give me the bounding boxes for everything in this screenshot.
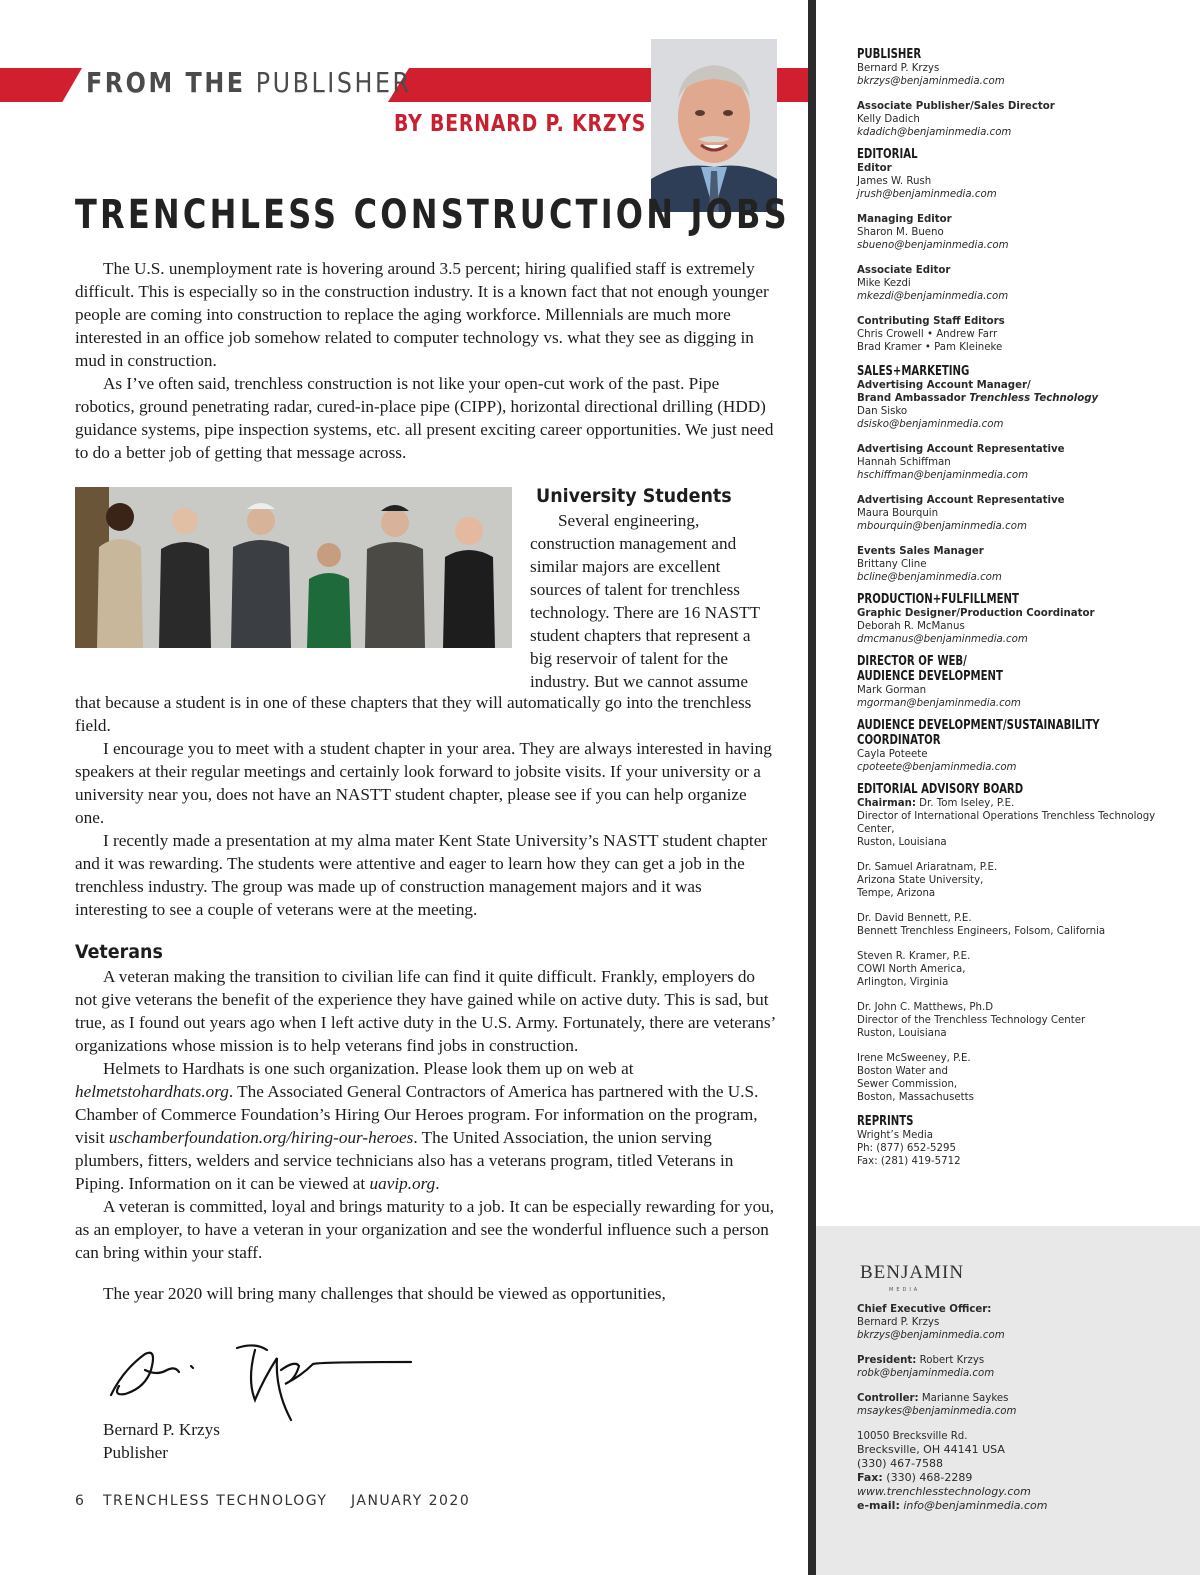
byline: BY BERNARD P. KRZYS: [394, 111, 647, 137]
wrap-line: Several engineering,: [558, 511, 700, 530]
header-band-left: [0, 68, 82, 102]
masthead-heading: PUBLISHER: [857, 47, 922, 62]
link-helmetstohardhats[interactable]: helmetstohardhats.org: [75, 1082, 229, 1101]
wrap-line: construction management and: [530, 534, 737, 553]
students-continuation: that because a student is in one of these chapters that they will automatically go into the trenchless field.: [75, 693, 752, 735]
intro-block: [75, 257, 778, 464]
signature-title: Publisher: [103, 1443, 168, 1462]
page-number: 6: [75, 1493, 86, 1509]
company-info: Chief Executive Officer: Bernard P. Krzys bkrzys@benjaminmedia.com President: Robert Krzys robk@benjaminmedia.com Controller: Marianne Saykes msaykes@benjaminmedia.com 10050 Brecksville Rd. Brecksville, OH 44141 USA (330) 467-7588 Fax: (330) 468-2289 www.trenchlesstechnology.com e-mail: info@benjaminmedia.com: [857, 1303, 1187, 1513]
veterans-paragraph-2: Helmets to Hardhats is one such organization. Please look them up on web at helmetstohardhats.org. The Associated General Contractors of America has partnered with the U.S. Chamber of Commerce Foundation’s Hiring Our Heroes program. For information on the program, visit uschamberfoundation.org/hiring-our-heroes. The United Association, the union serving plumbers, fitters, welders and service technicians also has a veterans program, titled Veterans in Piping. Information on it can be viewed at uavip.org.: [75, 1059, 759, 1193]
link-uavip[interactable]: uavip.org: [369, 1174, 436, 1193]
veterans-paragraph-3: A veteran is committed, loyal and brings maturity to a job. It can be especially rewarding for you, as an employer, to have a veteran in your organization and see the wonderful influence such a person can bring within your staff.: [75, 1197, 775, 1262]
students-block: [75, 691, 778, 921]
wrap-line: technology. There are 16 NASTT: [530, 603, 761, 622]
benjamin-logo: BENJAMIN: [860, 1262, 965, 1283]
sidebar-divider: [808, 0, 816, 1575]
wrap-line: industry. But we cannot assume: [530, 672, 748, 691]
veterans-block: [75, 965, 780, 1264]
masthead-heading: REPRINTS: [857, 1114, 914, 1129]
subhead-university-students: University Students: [536, 485, 732, 507]
publisher-signature: [105, 1340, 420, 1425]
footer-magazine: TRENCHLESS TECHNOLOGY: [103, 1493, 328, 1509]
wrap-line: student chapters that represent a: [530, 626, 751, 645]
masthead-heading: DIRECTOR OF WEB/: [857, 654, 967, 669]
students-wrapped-text: [530, 509, 760, 693]
masthead-heading: EDITORIAL ADVISORY BOARD: [857, 782, 1024, 797]
masthead-heading: COORDINATOR: [857, 733, 941, 748]
signature-name: Bernard P. Krzys: [103, 1420, 220, 1439]
masthead-heading: AUDIENCE DEVELOPMENT: [857, 669, 1003, 684]
masthead: PUBLISHER Bernard P. Krzys bkrzys@benjaminmedia.com Associate Publisher/Sales Director Kelly Dadich kdadich@benjaminmedia.com EDITORIAL Editor James W. Rush jrush@benjaminmedia.com Managing Editor Sharon M. Bueno sbueno@benjaminmedia.com Associate Editor Mike Kezdi mkezdi@benjaminmedia.com Contributing Staff Editors Chris Crowell • Andrew Farr Brad Kramer • Pam Kleineke SALES+MARKETING Advertising Account Manager/ Brand Ambassador Trenchless Technology Dan Sisko dsisko@benjaminmedia.com Advertising Account Representative Hannah Schiffman hschiffman@benjaminmedia.com Advertising Account Representative Maura Bourquin mbourquin@benjaminmedia.com Events Sales Manager Brittany Cline bcline@benjaminmedia.com PRODUCTION+FULFILLMENT Graphic Designer/Production Coordinator Deborah R. McManus dmcmanus@benjaminmedia.com DIRECTOR OF WEB/ AUDIENCE DEVELOPMENT Mark Gorman mgorman@benjaminmedia.com AUDIENCE DEVELOPMENT/SUSTAINABILITY COORDINATOR Cayla Poteete cpoteete@benjaminmedia.com EDITORIAL ADVISORY BOARD Chairman: Dr. Tom Iseley, P.E. Director of International Operations Trenchless Technology Center, Ruston, Louisiana Dr. Samuel Ariaratnam, P.E. Arizona State University, Tempe, Arizona Dr. David Bennett, P.E. Bennett Trenchless Engineers, Folsom, California Steven R. Kramer, P.E. COWI North America, Arlington, Virginia Dr. John C. Matthews, Ph.D Director of the Trenchless Technology Center Ruston, Louisiana Irene McSweeney, P.E. Boston Water and Sewer Commission, Boston, Massachusetts REPRINTS Wright’s Media Ph: (877) 652-5295 Fax: (281) 419-5712: [857, 47, 1156, 1167]
students-paragraph-2: I encourage you to meet with a student chapter in your area. They are always interested in having speakers at their regular meetings and certainly look forward to jobsite visits. If your university or a university near you, does not have an NASTT student chapter, please see if you can help organize one.: [75, 739, 772, 827]
intro-paragraph-1: The U.S. unemployment rate is hovering around 3.5 percent; hiring qualified staff is extremely difficult. This is especially so in the construction industry. It is a known fact that not enough younger people are coming into construction to replace the aging workforce. Millennials are much more interested in an office job somehow related to computer technology vs. what they see as digging in mud in construction.: [75, 259, 769, 370]
masthead-heading: EDITORIAL: [857, 147, 918, 162]
signature-block: [75, 1418, 220, 1464]
benjamin-logo-sub: MEDIA: [889, 1287, 921, 1293]
masthead-heading: PRODUCTION+FULFILLMENT: [857, 592, 1019, 607]
masthead-heading: AUDIENCE DEVELOPMENT/SUSTAINABILITY: [857, 718, 1100, 733]
section-title: FROM THE PUBLISHER: [86, 66, 412, 99]
wrap-line: big reservoir of talent for the: [530, 649, 729, 668]
headline: TRENCHLESS CONSTRUCTION JOBS: [75, 192, 790, 238]
link-uschamberfoundation[interactable]: uschamberfoundation.org/hiring-our-heroes: [108, 1128, 414, 1147]
publisher-portrait: [651, 39, 777, 212]
website-link[interactable]: www.trenchlesstechnology.com: [857, 1485, 1031, 1498]
closing-line: The year 2020 will bring many challenges that should be viewed as opportunities,: [103, 1284, 666, 1303]
students-photo: [75, 487, 512, 648]
footer-date: JANUARY 2020: [351, 1493, 471, 1509]
masthead-heading: SALES+MARKETING: [857, 364, 970, 379]
wrap-line: similar majors are excellent: [530, 557, 721, 576]
intro-paragraph-2: As I’ve often said, trenchless construction is not like your open-cut work of the past. Pipe robotics, ground penetrating radar, cured-in-place pipe (CIPP), horizontal directional drilling (HDD) guidance systems, pipe inspection systems, etc. all present exciting career opportunities. We just need to do a better job of getting that message across.: [75, 374, 774, 462]
wrap-line: sources of talent for trenchless: [530, 580, 740, 599]
veterans-paragraph-1: A veteran making the transition to civilian life can find it quite difficult. Frankly, employers do not give veterans the benefit of the experience they have gained while on active duty. This is sad, but true, as I found out years ago when I left active duty in the U.S. Army. Fortunately, there are veterans’ organizations whose mission is to help veterans find jobs in construction.: [75, 967, 776, 1055]
email-link[interactable]: info@benjaminmedia.com: [899, 1499, 1048, 1512]
students-paragraph-3: I recently made a presentation at my alma mater Kent State University’s NASTT student chapter and it was rewarding. The students were attentive and eager to learn how they can get a job in the trenchless industry. The group was made up of construction management majors and it was interesting to see a couple of veterans were at the meeting.: [75, 831, 768, 919]
subhead-veterans: Veterans: [75, 941, 163, 963]
